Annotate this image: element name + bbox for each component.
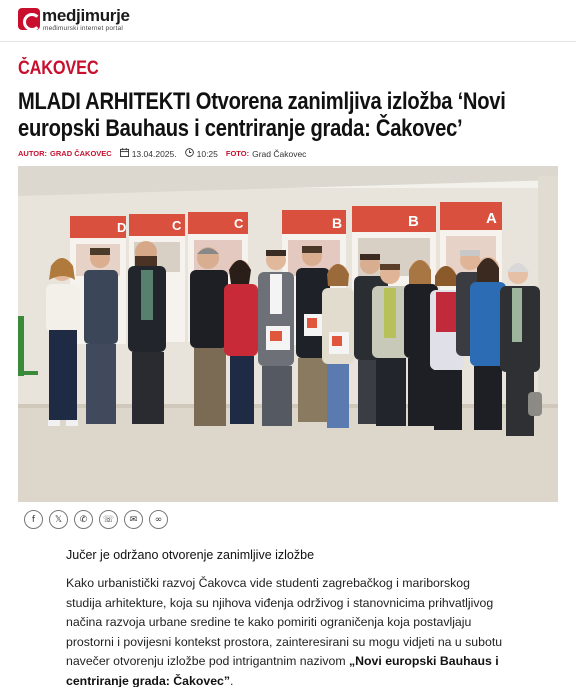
article-body <box>66 574 506 687</box>
publish-date: 13.04.2025. <box>131 148 177 159</box>
article-meta <box>18 148 314 159</box>
author-name[interactable]: GRAD ČAKOVEC <box>50 149 112 158</box>
viber-icon[interactable]: ✆ <box>74 510 93 529</box>
panel-letter-b2: B <box>408 213 419 230</box>
exhibition-name: „Novi europski Bauhaus i centriranje grada: Čakovec” <box>66 654 499 687</box>
article-category[interactable]: ČAKOVEC <box>18 58 99 79</box>
logo-name: medjimurje <box>42 6 130 25</box>
facebook-icon[interactable]: f <box>24 510 43 529</box>
x-icon[interactable]: 𝕏 <box>49 510 68 529</box>
article-body-end: . <box>230 673 234 687</box>
logo-tagline: međimurski internet portal <box>43 25 123 32</box>
email-icon[interactable]: ✉ <box>124 510 143 529</box>
logo-mark-icon <box>18 8 40 30</box>
panel-letter-c2: C <box>234 216 244 231</box>
share-bar <box>24 510 168 529</box>
whatsapp-icon[interactable]: ☏ <box>99 510 118 529</box>
panel-letter-b1: B <box>332 215 343 231</box>
panel-letter-d: D <box>117 220 127 235</box>
calendar-icon <box>120 148 129 159</box>
article-body-text: Kako urbanistički razvoj Čakovca vide studenti zagrebačkog i mariborskog studija arhitekture, koja su njihova viđenja održivog i stanovnicima prihvatljivog načina razvoja urbane sredine te kako pomiriti ograničenja koja postavljaju prostorni i povijesni kontekst prostora, zainteresirani su mogu vidjeti na u subotu navečer otvorenju izložbe pod intrigantnim nazivom <box>66 576 503 669</box>
article-photo <box>18 166 558 502</box>
author-label: AUTOR: <box>18 149 48 158</box>
photo-label: FOTO: <box>225 149 250 158</box>
article-lead: Jučer je održano otvorenje zanimljive izložbe <box>66 548 315 562</box>
panel-letter-a: A <box>486 210 497 227</box>
publish-time: 10:25 <box>196 148 218 159</box>
photo-credit: Grad Čakovec <box>252 148 307 159</box>
article-title: MLADI ARHITEKTI Otvorena zanimljiva izložba ‘Novi europski Bauhaus i centriranje grada: Čakovec’ <box>18 88 506 142</box>
site-header <box>0 0 576 42</box>
link-icon[interactable]: ∞ <box>149 510 168 529</box>
clock-icon <box>185 148 194 159</box>
panel-letter-c1: C <box>172 218 182 233</box>
site-logo[interactable] <box>18 7 130 33</box>
